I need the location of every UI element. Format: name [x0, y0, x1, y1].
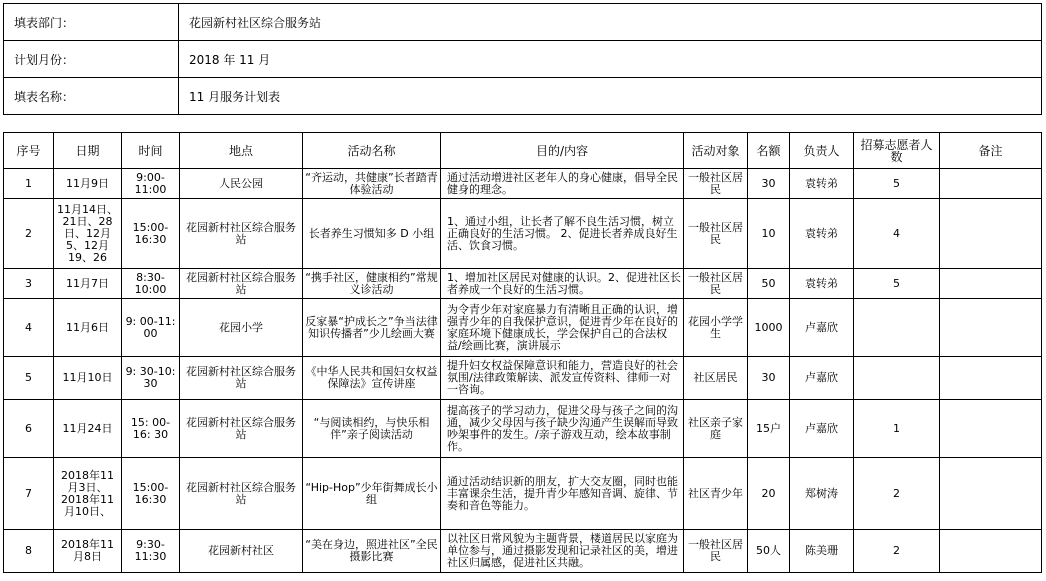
- cell-activity-name: 长者养生习惯知多 D 小组: [303, 199, 441, 269]
- cell-owner: 袁转弟: [790, 169, 854, 199]
- cell-purpose: 提升妇女权益保障意识和能力，营造良好的社会氛围/法律政策解读、派发宣传资料、律师一对一咨询。: [441, 357, 684, 400]
- cell-date: 2018年11月8日: [54, 530, 122, 573]
- cell-activity-name: 《中华人民共和国妇女权益保障法》宣传讲座: [303, 357, 441, 400]
- cell-date: 11月6日: [54, 299, 122, 357]
- cell-target: 一般社区居民: [684, 199, 748, 269]
- plan-table: [3, 132, 1042, 573]
- cell-place: 花园新村社区综合服务站: [180, 458, 303, 530]
- cell-no: 6: [4, 400, 54, 458]
- column-header-target: 活动对象: [684, 133, 748, 169]
- form-value: 11 月服务计划表: [179, 78, 1042, 115]
- column-header-remark: 备注: [940, 133, 1042, 169]
- cell-place: 花园新村社区综合服务站: [180, 269, 303, 299]
- cell-quota: 50: [748, 269, 790, 299]
- column-header-volunteers: 招募志愿者人数: [854, 133, 940, 169]
- table-row: [4, 169, 1042, 199]
- cell-target: 社区居民: [684, 357, 748, 400]
- cell-date: 11月9日: [54, 169, 122, 199]
- cell-quota: 30: [748, 357, 790, 400]
- cell-quota: 30: [748, 169, 790, 199]
- dept-value: 花园新村社区综合服务站: [179, 4, 1042, 41]
- table-row: [4, 269, 1042, 299]
- cell-volunteers: [854, 357, 940, 400]
- cell-owner: 郑树涛: [790, 458, 854, 530]
- cell-time: 8:30-10:00: [122, 269, 180, 299]
- table-row: [4, 458, 1042, 530]
- cell-target: 花园小学学生: [684, 299, 748, 357]
- cell-remark: [940, 199, 1042, 269]
- cell-time: 15:00-16:30: [122, 199, 180, 269]
- column-header-owner: 负责人: [790, 133, 854, 169]
- cell-target: 一般社区居民: [684, 530, 748, 573]
- cell-no: 3: [4, 269, 54, 299]
- cell-volunteers: [854, 299, 940, 357]
- cell-activity-name: “携手社区，健康相约”常规义诊活动: [303, 269, 441, 299]
- cell-target: 一般社区居民: [684, 269, 748, 299]
- month-value: 2018 年 11 月: [179, 41, 1042, 78]
- cell-volunteers: 5: [854, 169, 940, 199]
- month-label: 计划月份：: [4, 41, 179, 78]
- table-row: [4, 299, 1042, 357]
- cell-purpose: 提高孩子的学习动力，促进父母与孩子之间的沟通，减少父母因与孩子缺少沟通产生误解而导致吵架事件的发生。/亲子游戏互动，绘本故事制作。: [441, 400, 684, 458]
- cell-owner: 卢嘉欣: [790, 357, 854, 400]
- cell-quota: 10: [748, 199, 790, 269]
- cell-place: 花园小学: [180, 299, 303, 357]
- cell-owner: 袁转弟: [790, 269, 854, 299]
- cell-purpose: 以社区日常风貌为主题背景，楼道居民以家庭为单位参与，通过摄影发现和记录社区的美，增进社区归属感，促进社区共融。: [441, 530, 684, 573]
- cell-activity-name: “Hip-Hop”少年街舞成长小组: [303, 458, 441, 530]
- column-header-quota: 名额: [748, 133, 790, 169]
- table-row: [4, 199, 1042, 269]
- cell-time: 9: 30-10: 30: [122, 357, 180, 400]
- cell-purpose: 1、增加社区居民对健康的认识。2、促进社区长者养成一个良好的生活习惯。: [441, 269, 684, 299]
- column-header-date: 日期: [54, 133, 122, 169]
- cell-volunteers: 2: [854, 458, 940, 530]
- cell-volunteers: 1: [854, 400, 940, 458]
- cell-activity-name: 反家暴“护成长之”争当法律知识传播者”少儿绘画大赛: [303, 299, 441, 357]
- cell-volunteers: 4: [854, 199, 940, 269]
- cell-target: 一般社区居民: [684, 169, 748, 199]
- cell-activity-name: “与阅读相约，与快乐相伴”亲子阅读活动: [303, 400, 441, 458]
- cell-owner: 袁转弟: [790, 199, 854, 269]
- info-row-form: [4, 78, 1042, 115]
- cell-no: 8: [4, 530, 54, 573]
- dept-label: 填表部门：: [4, 4, 179, 41]
- cell-purpose: 为令青少年对家庭暴力有清晰且正确的认识，增强青少年的自我保护意识，促进青少年在良好的家庭环境下健康成长，学会保护自己的合法权益/绘画比赛，演讲展示: [441, 299, 684, 357]
- cell-remark: [940, 458, 1042, 530]
- column-header-purpose: 目的/内容: [441, 133, 684, 169]
- cell-remark: [940, 299, 1042, 357]
- cell-no: 2: [4, 199, 54, 269]
- cell-remark: [940, 269, 1042, 299]
- cell-date: 11月10日: [54, 357, 122, 400]
- cell-place: 花园新村社区综合服务站: [180, 199, 303, 269]
- cell-activity-name: “齐运动，共健康”长者踏青体验活动: [303, 169, 441, 199]
- cell-volunteers: 5: [854, 269, 940, 299]
- cell-date: 11月24日: [54, 400, 122, 458]
- cell-no: 1: [4, 169, 54, 199]
- cell-date: 2018年11月3日、2018年11月10日、: [54, 458, 122, 530]
- cell-volunteers: 2: [854, 530, 940, 573]
- cell-place: 花园新村社区: [180, 530, 303, 573]
- cell-time: 9: 00-11: 00: [122, 299, 180, 357]
- cell-purpose: 通过活动结识新的朋友，扩大交友圈，同时也能丰富课余生活，提升青少年感知音调、旋律、节奏和音色等能力。: [441, 458, 684, 530]
- cell-remark: [940, 530, 1042, 573]
- cell-quota: 20: [748, 458, 790, 530]
- table-row: [4, 400, 1042, 458]
- cell-time: 9:00-11:00: [122, 169, 180, 199]
- cell-remark: [940, 400, 1042, 458]
- column-header-place: 地点: [180, 133, 303, 169]
- cell-place: 花园新村社区综合服务站: [180, 400, 303, 458]
- cell-activity-name: “美在身边，照进社区”全民摄影比赛: [303, 530, 441, 573]
- table-row: [4, 530, 1042, 573]
- column-header-no: 序号: [4, 133, 54, 169]
- info-table: [3, 3, 1042, 115]
- cell-place: 花园新村社区综合服务站: [180, 357, 303, 400]
- table-header-row: [4, 133, 1042, 169]
- cell-remark: [940, 357, 1042, 400]
- cell-quota: 1000: [748, 299, 790, 357]
- cell-date: 11月7日: [54, 269, 122, 299]
- cell-time: 9:30-11:30: [122, 530, 180, 573]
- cell-time: 15: 00-16: 30: [122, 400, 180, 458]
- cell-owner: 陈美珊: [790, 530, 854, 573]
- column-header-time: 时间: [122, 133, 180, 169]
- form-label: 填表名称：: [4, 78, 179, 115]
- cell-owner: 卢嘉欣: [790, 400, 854, 458]
- table-row: [4, 357, 1042, 400]
- info-row-dept: [4, 4, 1042, 41]
- cell-purpose: 1、通过小组，让长者了解不良生活习惯，树立正确良好的生活习惯。 2、促进长者养成良好生活、饮食习惯。: [441, 199, 684, 269]
- cell-purpose: 通过活动增进社区老年人的身心健康，倡导全民健身的理念。: [441, 169, 684, 199]
- cell-no: 7: [4, 458, 54, 530]
- cell-date: 11月14日、21日、28日、12月5、12月19、26: [54, 199, 122, 269]
- column-header-activity-name: 活动名称: [303, 133, 441, 169]
- cell-time: 15:00-16:30: [122, 458, 180, 530]
- info-row-month: [4, 41, 1042, 78]
- cell-quota: 15户: [748, 400, 790, 458]
- cell-remark: [940, 169, 1042, 199]
- cell-owner: 卢嘉欣: [790, 299, 854, 357]
- cell-quota: 50人: [748, 530, 790, 573]
- cell-no: 5: [4, 357, 54, 400]
- cell-no: 4: [4, 299, 54, 357]
- cell-target: 社区青少年: [684, 458, 748, 530]
- cell-place: 人民公园: [180, 169, 303, 199]
- cell-target: 社区亲子家庭: [684, 400, 748, 458]
